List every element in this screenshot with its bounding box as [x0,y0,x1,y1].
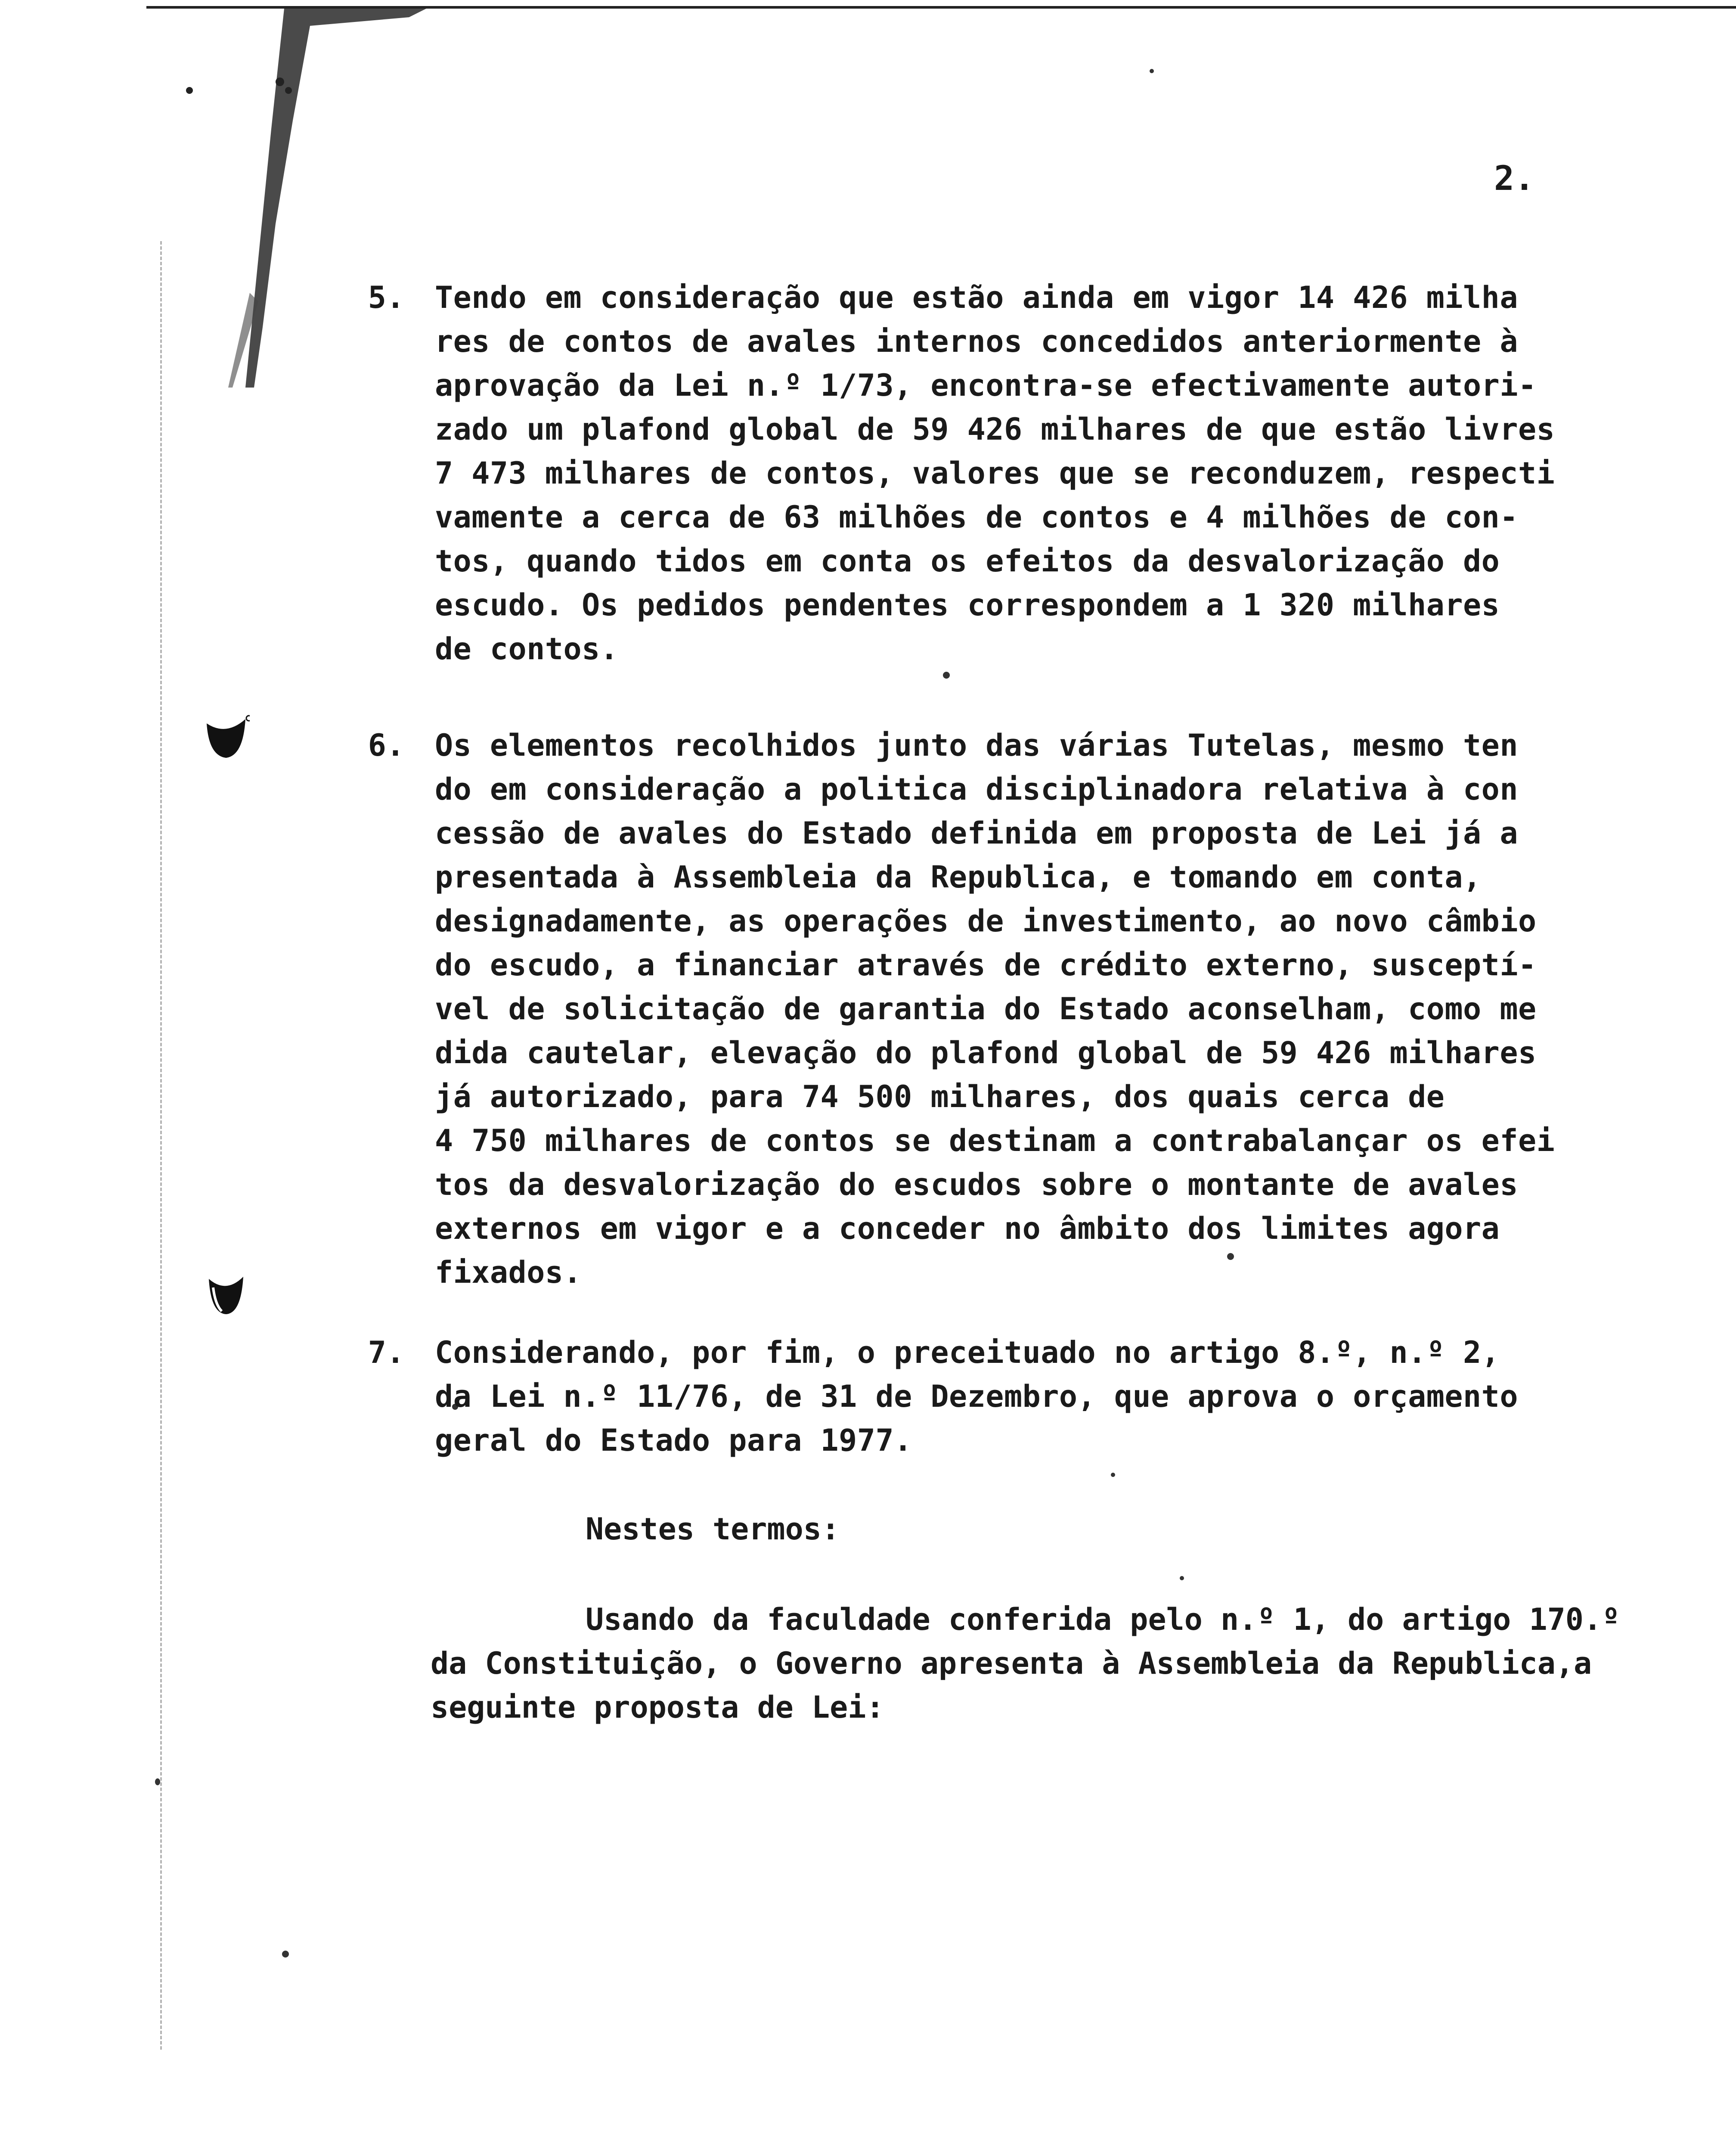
scan-speck [943,672,950,679]
paragraph-5 [368,276,1623,671]
paragraph-number: 6. [368,728,405,763]
punch-hole-icon [202,715,250,762]
text-line: escudo. Os pedidos pendentes correspondem a 1 320 milhares [435,587,1500,623]
paragraph-number: 7. [368,1335,405,1370]
text-line: Os elementos recolhidos junto das várias Tutelas, mesmo ten [435,728,1518,763]
text-line: externos em vigor e a conceder no âmbito dos limites agora [435,1211,1500,1246]
text-line: 4 750 milhares de contos se destinam a contrabalançar os efei [435,1123,1555,1158]
text-line: de contos. [435,631,619,667]
paragraph-6 [368,723,1623,1294]
final-paragraph [431,1598,1636,1729]
nestes-termos-heading: Nestes termos: [586,1511,840,1547]
text-line: Usando da faculdade conferida pelo n.º 1, do artigo 170.º [586,1602,1620,1637]
text-line: tos da desvalorização do escudos sobre o montante de avales [435,1167,1518,1202]
scan-speck [155,1778,160,1785]
text-line: já autorizado, para 74 500 milhares, dos quais cerca de [435,1079,1445,1114]
paragraph-number: 5. [368,280,405,315]
text-line: tos, quando tidos em conta os efeitos da desvalorização do [435,543,1500,579]
text-line: res de contos de avales internos concedidos anteriormente à [435,324,1518,359]
text-line: seguinte proposta de Lei: [431,1690,884,1725]
text-line: 7 473 milhares de contos, valores que se reconduzem, respecti [435,456,1555,491]
scan-speck [1111,1473,1115,1477]
text-line: presentada à Assembleia da Republica, e tomando em conta, [435,859,1482,895]
paragraph-7 [368,1331,1623,1462]
text-line: geral do Estado para 1977. [435,1423,912,1458]
text-line: aprovação da Lei n.º 1/73, encontra-se efectivamente autori- [435,368,1537,403]
text-line: da Constituição, o Governo apresenta à Assembleia da Republica,a [431,1646,1592,1681]
text-line: do em consideração a politica disciplinadora relativa à con [435,772,1518,807]
scan-left-margin [160,241,164,2050]
text-line: dida cautelar, elevação do plafond global de 59 426 milhares [435,1035,1537,1070]
text-line: vel de solicitação de garantia do Estado aconselham, como me [435,991,1537,1027]
text-line: do escudo, a financiar através de crédito externo, susceptí- [435,947,1537,983]
scan-speck [282,1951,289,1958]
text-line: vamente a cerca de 63 milhões de contos e 4 milhões de con- [435,499,1518,535]
punch-hole-icon [202,1270,250,1318]
scan-fold-shadow [129,0,439,388]
text-line: cessão de avales do Estado definida em proposta de Lei já a [435,816,1518,851]
text-line: zado um plafond global de 59 426 milhares de que estão livres [435,412,1555,447]
text-line: designadamente, as operações de investimento, ao novo câmbio [435,903,1537,939]
scan-speck [1180,1576,1184,1580]
text-line: Considerando, por fim, o preceituado no artigo 8.º, n.º 2, [435,1335,1500,1370]
page-number: 2. [1494,159,1534,198]
scan-speck [1150,69,1154,73]
text-line: fixados. [435,1255,582,1290]
text-line: da Lei n.º 11/76, de 31 de Dezembro, que aprova o orçamento [435,1379,1518,1414]
text-line: Tendo em consideração que estão ainda em vigor 14 426 milha [435,280,1518,315]
